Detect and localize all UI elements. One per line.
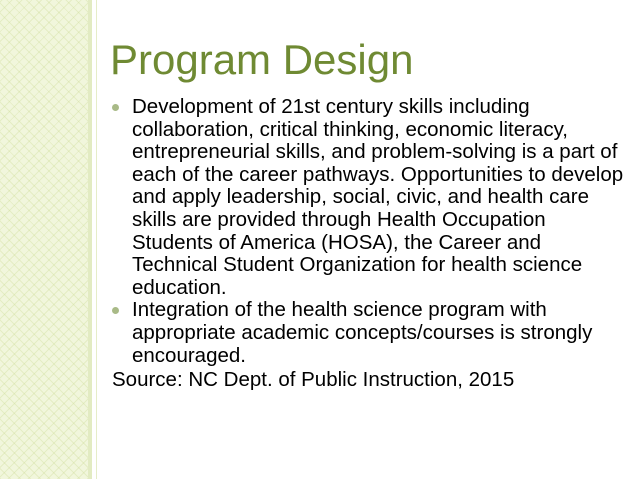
bullet-dot-icon — [112, 307, 119, 314]
slide-title: Program Design — [110, 36, 414, 83]
bullet-text: Integration of the health science program with appropriate academic concepts/courses is strongly encouraged. — [132, 298, 593, 367]
slide-body — [112, 96, 627, 392]
bullet-text: Development of 21st century skills including collaboration, critical thinking, economic literacy, entrepreneurial skills, and problem-solving is a part of each of the career pathways. Opportunities to develop and apply leadership, social, civic, and health care skills are provided through Health Occupation Students of America (HOSA), the Career and Technical Student Organization for health science education. — [132, 95, 624, 299]
bullet-item — [112, 96, 627, 299]
decorative-vertical-rule — [88, 0, 92, 479]
decorative-side-band — [0, 0, 88, 479]
bullet-dot-icon — [112, 104, 119, 111]
decorative-thin-rule — [96, 0, 97, 479]
bullet-item — [112, 299, 627, 367]
source-citation: Source: NC Dept. of Public Instruction, 2015 — [112, 368, 515, 392]
bullet-list — [112, 96, 627, 367]
